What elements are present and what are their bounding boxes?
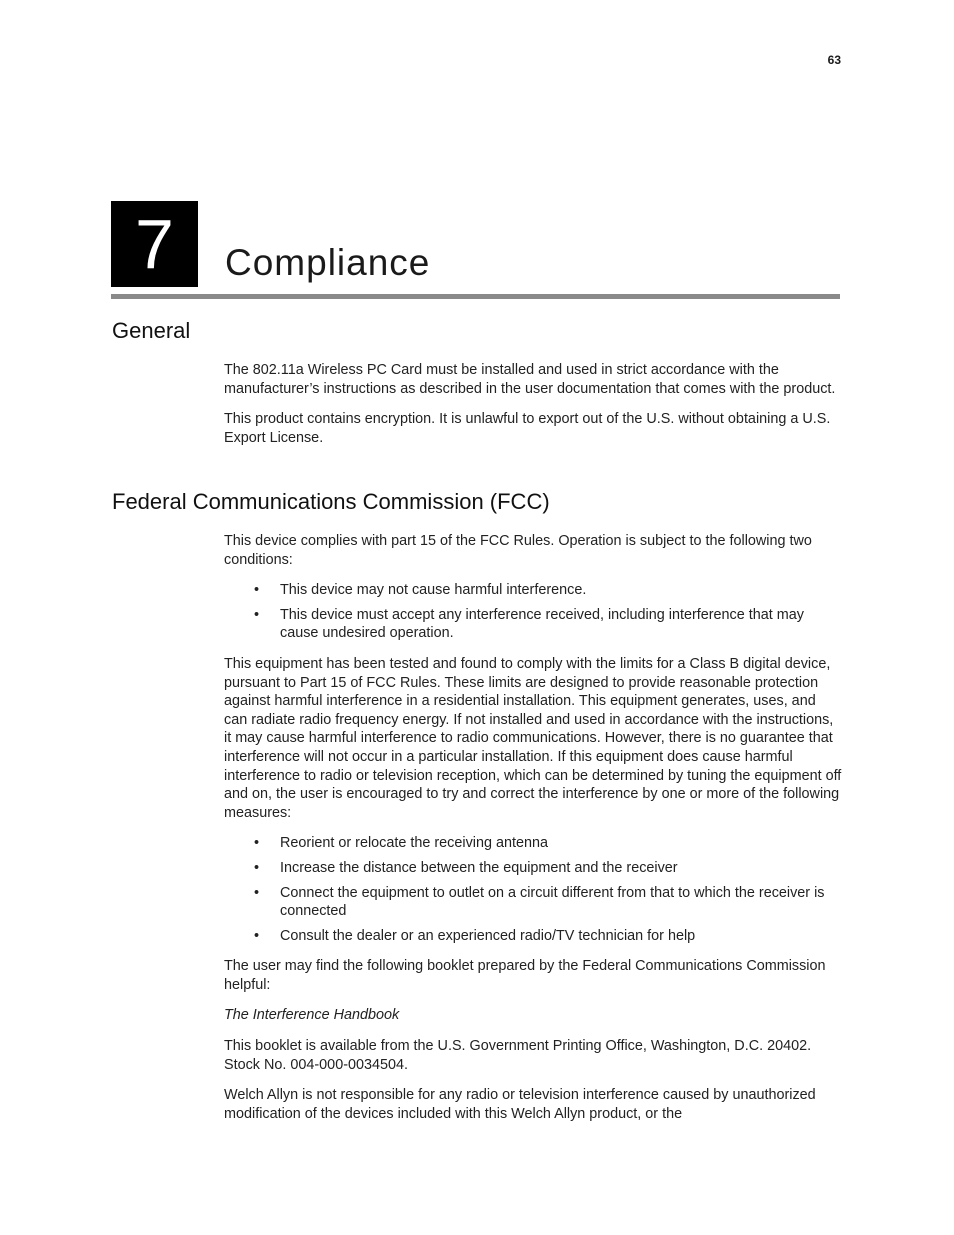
general-section-body <box>224 361 842 459</box>
booklet-title: The Interference Handbook <box>224 1007 400 1024</box>
booklet-intro-paragraph: The user may find the following booklet prepared by the Federal Communications Commission helpful: <box>224 958 826 993</box>
fcc-tested-paragraph: This equipment has been tested and found to comply with the limits for a Class B digital device, pursuant to Part 15 of FCC Rules. These limits are designed to provide reasonable protection against harmful interference in a residential installation. This equipment generates, uses, and can radiate radio frequency energy. If not installed and used in accordance with the instructions, it may cause harmful interference to radio communications. However, there is no guarantee that interference will not occur in a particular installation. If this equipment does cause harmful interference to radio or television reception, which can be determined by tuning the equipment off and on, the user is encouraged to try and correct the interference by one or more of the following measures: <box>224 655 842 821</box>
bullet-icon: • <box>254 884 260 901</box>
list-item: • Connect the equipment to outlet on a circuit different from that to which the receiver is connected <box>254 884 825 920</box>
fcc-intro-paragraph: This device complies with part 15 of the FCC Rules. Operation is subject to the following two conditions: <box>224 533 812 568</box>
list-item: • Increase the distance between the equipment and the receiver <box>254 859 678 876</box>
fcc-conditions-list <box>224 581 842 643</box>
bullet-icon: • <box>254 582 260 599</box>
general-paragraph: The 802.11a Wireless PC Card must be installed and used in strict accordance with the manufacturer’s instructions as described in the user documentation that comes with the product. <box>224 362 836 397</box>
disclaimer-paragraph: Welch Allyn is not responsible for any radio or television interference caused by unauthorized modification of the devices included with this Welch Allyn product, or the <box>224 1087 816 1122</box>
fcc-measures-list <box>224 834 842 945</box>
list-item: • Reorient or relocate the receiving antenna <box>254 835 548 852</box>
bullet-icon: • <box>254 927 260 944</box>
booklet-availability-paragraph: This booklet is available from the U.S. Government Printing Office, Washington, D.C. 20402. Stock No. 004-000-0034504. <box>224 1038 812 1073</box>
list-item: • This device may not cause harmful interference. <box>254 582 587 599</box>
list-item: • Consult the dealer or an experienced radio/TV technician for help <box>254 927 696 944</box>
bullet-icon: • <box>254 835 260 852</box>
chapter-number-box: 7 <box>111 201 198 287</box>
general-paragraph: This product contains encryption. It is unlawful to export out of the U.S. without obtaining a U.S. Export License. <box>224 411 831 446</box>
chapter-title: Compliance <box>225 242 431 283</box>
list-item: • This device must accept any interference received, including interference that may cause undesired operation. <box>254 606 804 642</box>
section-heading-fcc: Federal Communications Commission (FCC) <box>112 489 550 514</box>
bullet-icon: • <box>254 859 260 876</box>
page-number: 63 <box>827 53 841 67</box>
fcc-section-body <box>224 532 842 1135</box>
chapter-divider <box>111 294 840 299</box>
bullet-icon: • <box>254 606 260 623</box>
section-heading-general: General <box>112 318 191 343</box>
